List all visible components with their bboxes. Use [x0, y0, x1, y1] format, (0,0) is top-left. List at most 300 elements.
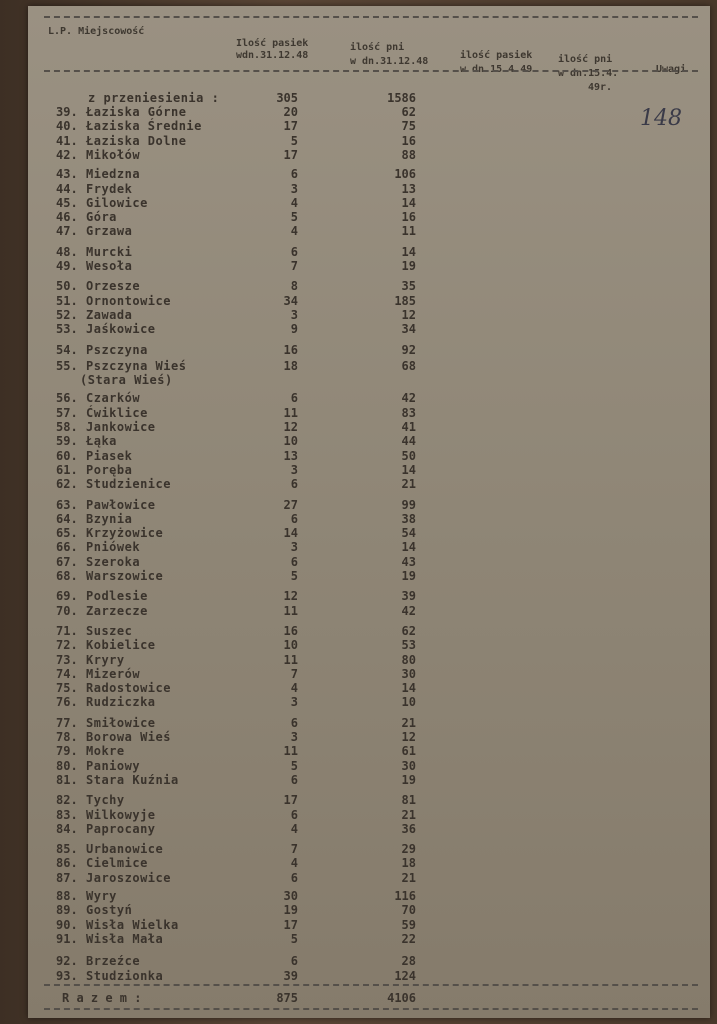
row-number: 87. — [56, 870, 78, 885]
row-number: 74. — [56, 666, 78, 681]
table-row — [28, 464, 710, 477]
place-name: Tychy — [86, 793, 125, 808]
table-row — [28, 745, 710, 758]
row-number: 84. — [56, 821, 78, 836]
pnie-value: 12 — [401, 307, 416, 322]
pnie-value: 54 — [401, 526, 416, 541]
pasieki-value: 11 — [283, 603, 298, 618]
table-row — [28, 499, 710, 512]
pnie-value: 43 — [401, 554, 416, 569]
pasieki-value: 20 — [283, 105, 298, 119]
row-number: 76. — [56, 695, 78, 710]
table-row — [28, 478, 710, 491]
row-number: 78. — [56, 730, 78, 744]
table-row — [28, 654, 710, 667]
table-row — [28, 392, 710, 405]
total-rule — [44, 984, 698, 986]
pnie-value: 44 — [401, 434, 416, 449]
place-name: Jaśkowice — [86, 322, 156, 337]
pnie-value: 59 — [401, 917, 416, 932]
place-name: Kobielice — [86, 638, 156, 653]
place-name: Mokre — [86, 744, 125, 759]
table-row — [28, 731, 710, 744]
pasieki-value: 6 — [290, 477, 298, 492]
row-number: 89. — [56, 903, 78, 918]
pasieki-value: 3 — [290, 181, 298, 196]
row-number: 77. — [56, 715, 78, 730]
pasieki-value: 6 — [290, 554, 298, 569]
row-number: 45. — [56, 195, 78, 210]
place-name: Wesoła — [86, 259, 133, 273]
pnie-value: 18 — [401, 856, 416, 871]
pnie-value: 81 — [401, 793, 416, 808]
pnie-value: 53 — [401, 638, 416, 653]
pnie-value: 41 — [401, 420, 416, 434]
row-number: 88. — [56, 889, 78, 903]
row-number: 81. — [56, 772, 78, 787]
pnie-value: 36 — [401, 821, 416, 836]
row-number: 79. — [56, 744, 78, 759]
pasieki-value: 6 — [290, 715, 298, 730]
row-number: 62. — [56, 477, 78, 492]
table-row — [28, 639, 710, 652]
pasieki-value: 39 — [283, 968, 298, 983]
pnie-value: 88 — [401, 147, 416, 162]
place-name: Piasek — [86, 448, 133, 463]
table-row — [28, 106, 710, 119]
row-number: 90. — [56, 917, 78, 932]
header-pnie2-1: ilość pni — [558, 54, 613, 65]
place-name: Brzeźce — [86, 954, 141, 969]
pnie-value: 62 — [401, 623, 416, 638]
top-rule — [44, 16, 698, 18]
pasieki-value: 4 — [290, 195, 298, 210]
pnie-value: 185 — [394, 293, 416, 308]
table-row — [28, 590, 710, 603]
pnie-value: 39 — [401, 589, 416, 604]
header-pnie2-3: 49r. — [588, 82, 613, 93]
row-number: 73. — [56, 652, 78, 667]
pasieki-value: 17 — [283, 793, 298, 808]
pnie-value: 83 — [401, 405, 416, 420]
pasieki-value: 16 — [283, 623, 298, 638]
total-pnie: 4106 — [387, 991, 416, 1005]
pnie-value: 61 — [401, 744, 416, 759]
pasieki-value: 3 — [290, 307, 298, 322]
pnie-value: 14 — [401, 681, 416, 696]
row-number: 44. — [56, 181, 78, 196]
place-name: Bzynia — [86, 511, 133, 526]
table-row — [28, 360, 710, 373]
table-row — [28, 149, 710, 162]
place-name: Pniówek — [86, 540, 141, 555]
pasieki-value: 3 — [290, 462, 298, 477]
row-number: 64. — [56, 511, 78, 526]
table-row — [28, 696, 710, 709]
table-row — [28, 794, 710, 807]
table-row — [28, 556, 710, 569]
table-row — [28, 933, 710, 946]
header-pasieki-1: Ilość pasiek — [236, 38, 309, 49]
row-number: 48. — [56, 244, 78, 259]
pasieki-value: 18 — [283, 358, 298, 373]
row-number: 56. — [56, 391, 78, 406]
row-number: 54. — [56, 342, 78, 357]
table-row — [28, 280, 710, 293]
pasieki-value: 5 — [290, 210, 298, 225]
pnie-value: 70 — [401, 903, 416, 918]
pasieki-value: 27 — [283, 497, 298, 512]
pasieki-value: 13 — [283, 448, 298, 463]
place-name: Jankowice — [86, 420, 156, 434]
table-row — [28, 774, 710, 787]
pasieki-value: 7 — [290, 842, 298, 857]
place-name: Zawada — [86, 307, 133, 322]
table-row — [28, 527, 710, 540]
pasieki-value: 17 — [283, 147, 298, 162]
place-name: Krzyżowice — [86, 526, 164, 541]
place-name: Warszowice — [86, 569, 164, 583]
pasieki-value: 5 — [290, 758, 298, 773]
pnie-value: 11 — [401, 224, 416, 239]
place-name: Grzawa — [86, 224, 133, 239]
pasieki-value: 6 — [290, 244, 298, 259]
row-number: 53. — [56, 322, 78, 337]
row-number: 85. — [56, 842, 78, 857]
table-row — [28, 197, 710, 210]
table-row — [28, 625, 710, 638]
row-number: 80. — [56, 758, 78, 773]
table-row — [28, 225, 710, 238]
place-name: Smiłowice — [86, 715, 156, 730]
pasieki-value: 14 — [283, 526, 298, 541]
place-name: Studzienice — [86, 477, 171, 492]
pnie-value: 30 — [401, 758, 416, 773]
pasieki-value: 11 — [283, 652, 298, 667]
place-name: Radostowice — [86, 681, 171, 696]
table-row — [28, 450, 710, 463]
pnie-value: 13 — [401, 181, 416, 196]
place-name: Wyry — [86, 889, 117, 903]
pnie-value: 68 — [401, 358, 416, 373]
pnie-value: 34 — [401, 322, 416, 337]
row-number: 63. — [56, 497, 78, 512]
row-number: 66. — [56, 540, 78, 555]
table-row — [28, 605, 710, 618]
table-row — [28, 890, 710, 903]
pnie-value: 14 — [401, 540, 416, 555]
pnie-value: 16 — [401, 210, 416, 225]
pnie-value: 19 — [401, 569, 416, 583]
pasieki-value: 11 — [283, 744, 298, 759]
header-pasieki2-1: ilość pasiek — [460, 50, 533, 61]
pnie-value: 21 — [401, 477, 416, 492]
row-number: 55. — [56, 358, 78, 373]
total-pasieki: 875 — [276, 991, 298, 1005]
row-number: 86. — [56, 856, 78, 871]
place-name: Orzesze — [86, 279, 141, 294]
place-name: Mizerów — [86, 666, 141, 681]
place-name: Stara Kuźnia — [86, 772, 179, 787]
place-name: Cielmice — [86, 856, 148, 871]
pasieki-value: 6 — [290, 511, 298, 526]
pasieki-value: 7 — [290, 666, 298, 681]
table-row — [28, 323, 710, 336]
row-number: 70. — [56, 603, 78, 618]
pasieki-value: 6 — [290, 772, 298, 787]
header-pnie2-2: w dn.15.4. — [558, 68, 619, 79]
table-row — [28, 309, 710, 322]
place-name: Suszec — [86, 623, 133, 638]
place-name: Wisła Wielka — [86, 917, 179, 932]
place-name: Poręba — [86, 462, 133, 477]
place-name: Łąka — [86, 434, 117, 449]
table-row — [28, 919, 710, 932]
place-name: (Stara Wieś) — [80, 373, 173, 388]
header-pasieki2-2: w dn.15.4.49 — [460, 64, 533, 75]
pasieki-value: 19 — [283, 903, 298, 918]
row-number: 43. — [56, 167, 78, 182]
total-label: R a z e m : — [62, 991, 142, 1005]
table-row — [28, 513, 710, 526]
row-number: 69. — [56, 589, 78, 604]
place-name: Miedzna — [86, 167, 141, 182]
place-name: Wisła Mała — [86, 931, 164, 946]
row-number: 83. — [56, 807, 78, 822]
row-number: 75. — [56, 681, 78, 696]
pnie-value: 14 — [401, 244, 416, 259]
carry-over-label: z przeniesienia : — [88, 91, 220, 105]
row-number: 51. — [56, 293, 78, 308]
row-number: 61. — [56, 462, 78, 477]
pasieki-value: 34 — [283, 293, 298, 308]
pasieki-value: 4 — [290, 821, 298, 836]
pnie-value: 28 — [401, 954, 416, 969]
pnie-value: 42 — [401, 603, 416, 618]
place-name: Frydek — [86, 181, 133, 196]
table-row — [28, 421, 710, 434]
place-name: Wilkowyje — [86, 807, 156, 822]
pnie-value: 21 — [401, 870, 416, 885]
header-pnie-2: w dn.31.12.48 — [350, 56, 429, 67]
pasieki-value: 6 — [290, 954, 298, 969]
row-number: 67. — [56, 554, 78, 569]
place-name: Jaroszowice — [86, 870, 171, 885]
row-number: 59. — [56, 434, 78, 449]
pnie-value: 19 — [401, 259, 416, 273]
place-name: Szeroka — [86, 554, 141, 569]
place-name: Paprocany — [86, 821, 156, 836]
header-uwagi: Uwagi — [656, 64, 687, 75]
carry-over-pnie: 1586 — [387, 91, 416, 105]
place-name: Łaziska Średnie — [86, 119, 202, 134]
pasieki-value: 10 — [283, 638, 298, 653]
pnie-value: 10 — [401, 695, 416, 710]
row-number: 71. — [56, 623, 78, 638]
table-row — [28, 823, 710, 836]
place-name: Łaziska Górne — [86, 105, 187, 119]
pasieki-value: 3 — [290, 540, 298, 555]
place-name: Rudziczka — [86, 695, 156, 710]
row-number: 50. — [56, 279, 78, 294]
table-row — [28, 955, 710, 968]
pnie-value: 21 — [401, 807, 416, 822]
pnie-value: 21 — [401, 715, 416, 730]
pasieki-value: 12 — [283, 420, 298, 434]
table-row — [28, 682, 710, 695]
row-number: 49. — [56, 259, 78, 273]
header-lp-miejscowosc: L.P. Miejscowość — [48, 26, 145, 37]
pasieki-value: 4 — [290, 681, 298, 696]
pasieki-value: 30 — [283, 889, 298, 903]
table-row — [28, 717, 710, 730]
table-row — [28, 843, 710, 856]
pasieki-value: 10 — [283, 434, 298, 449]
pasieki-value: 7 — [290, 259, 298, 273]
table-row — [28, 246, 710, 259]
row-number: 91. — [56, 931, 78, 946]
place-name: Pszczyna Wieś — [86, 358, 187, 373]
header-rule — [44, 70, 698, 72]
table-row — [28, 809, 710, 822]
table-row — [28, 668, 710, 681]
row-number: 72. — [56, 638, 78, 653]
place-name: Ćwiklice — [86, 405, 148, 420]
place-name: Paniowy — [86, 758, 141, 773]
place-name: Gostyń — [86, 903, 133, 918]
place-name: Pszczyna — [86, 342, 148, 357]
table-row — [28, 260, 710, 273]
pasieki-value: 3 — [290, 730, 298, 744]
pasieki-value: 17 — [283, 917, 298, 932]
document-sheet — [28, 6, 710, 1018]
place-name: Ornontowice — [86, 293, 171, 308]
carry-over-pasieki: 305 — [276, 91, 298, 105]
table-row — [28, 872, 710, 885]
table-row — [28, 168, 710, 181]
pnie-value: 50 — [401, 448, 416, 463]
row-number: 39. — [56, 105, 78, 119]
pnie-value: 38 — [401, 511, 416, 526]
place-name: Mikołów — [86, 147, 141, 162]
place-name: Pawłowice — [86, 497, 156, 512]
pasieki-value: 6 — [290, 391, 298, 406]
pnie-value: 116 — [394, 889, 416, 903]
table-row — [28, 344, 710, 357]
place-name: Góra — [86, 210, 117, 225]
row-number: 41. — [56, 133, 78, 148]
place-name: Zarzecze — [86, 603, 148, 618]
table-row — [28, 541, 710, 554]
table-row — [28, 857, 710, 870]
pasieki-value: 6 — [290, 870, 298, 885]
pasieki-value: 11 — [283, 405, 298, 420]
table-row — [28, 407, 710, 420]
place-name: Gilowice — [86, 195, 148, 210]
header-pasieki-2: wdn.31.12.48 — [236, 50, 309, 61]
table-row — [28, 211, 710, 224]
pasieki-value: 5 — [290, 931, 298, 946]
row-number: 40. — [56, 119, 78, 134]
table-row — [28, 970, 710, 983]
table-row — [28, 904, 710, 917]
table-row — [28, 570, 710, 583]
place-name: Urbanowice — [86, 842, 164, 857]
pnie-value: 124 — [394, 968, 416, 983]
pasieki-value: 6 — [290, 807, 298, 822]
pnie-value: 29 — [401, 842, 416, 857]
pasieki-value: 16 — [283, 342, 298, 357]
table-row — [28, 183, 710, 196]
pnie-value: 80 — [401, 652, 416, 667]
pasieki-value: 17 — [283, 119, 298, 134]
row-number: 65. — [56, 526, 78, 541]
row-number: 68. — [56, 569, 78, 583]
handwritten-page-number: 148 — [640, 106, 682, 131]
row-number: 60. — [56, 448, 78, 463]
row-number: 92. — [56, 954, 78, 969]
pnie-value: 12 — [401, 730, 416, 744]
row-number: 47. — [56, 224, 78, 239]
pasieki-value: 4 — [290, 224, 298, 239]
pnie-value: 35 — [401, 279, 416, 294]
pnie-value: 19 — [401, 772, 416, 787]
pnie-value: 99 — [401, 497, 416, 512]
row-number: 93. — [56, 968, 78, 983]
header-pnie-1: ilość pni — [350, 42, 405, 53]
pnie-value: 14 — [401, 195, 416, 210]
carry-over-row — [28, 92, 710, 105]
bottom-rule — [44, 1008, 698, 1010]
row-number: 52. — [56, 307, 78, 322]
pnie-value: 30 — [401, 666, 416, 681]
pnie-value: 42 — [401, 391, 416, 406]
table-row — [28, 760, 710, 773]
pnie-value: 22 — [401, 931, 416, 946]
table-row — [28, 295, 710, 308]
table-row — [28, 120, 710, 133]
place-name: Łaziska Dolne — [86, 133, 187, 148]
pasieki-value: 12 — [283, 589, 298, 604]
pasieki-value: 8 — [290, 279, 298, 294]
pasieki-value: 9 — [290, 322, 298, 337]
pasieki-value: 5 — [290, 133, 298, 148]
pasieki-value: 6 — [290, 167, 298, 182]
table-row — [28, 374, 710, 387]
pasieki-value: 5 — [290, 569, 298, 583]
place-name: Kryry — [86, 652, 125, 667]
place-name: Studzionka — [86, 968, 164, 983]
pnie-value: 62 — [401, 105, 416, 119]
row-number: 82. — [56, 793, 78, 808]
pnie-value: 16 — [401, 133, 416, 148]
row-number: 57. — [56, 405, 78, 420]
row-number: 46. — [56, 210, 78, 225]
row-number: 42. — [56, 147, 78, 162]
table-row — [28, 435, 710, 448]
pnie-value: 92 — [401, 342, 416, 357]
place-name: Czarków — [86, 391, 141, 406]
pnie-value: 106 — [394, 167, 416, 182]
pnie-value: 75 — [401, 119, 416, 134]
row-number: 58. — [56, 420, 78, 434]
place-name: Murcki — [86, 244, 133, 259]
pnie-value: 14 — [401, 462, 416, 477]
place-name: Podlesie — [86, 589, 148, 604]
pasieki-value: 3 — [290, 695, 298, 710]
pasieki-value: 4 — [290, 856, 298, 871]
table-row — [28, 135, 710, 148]
